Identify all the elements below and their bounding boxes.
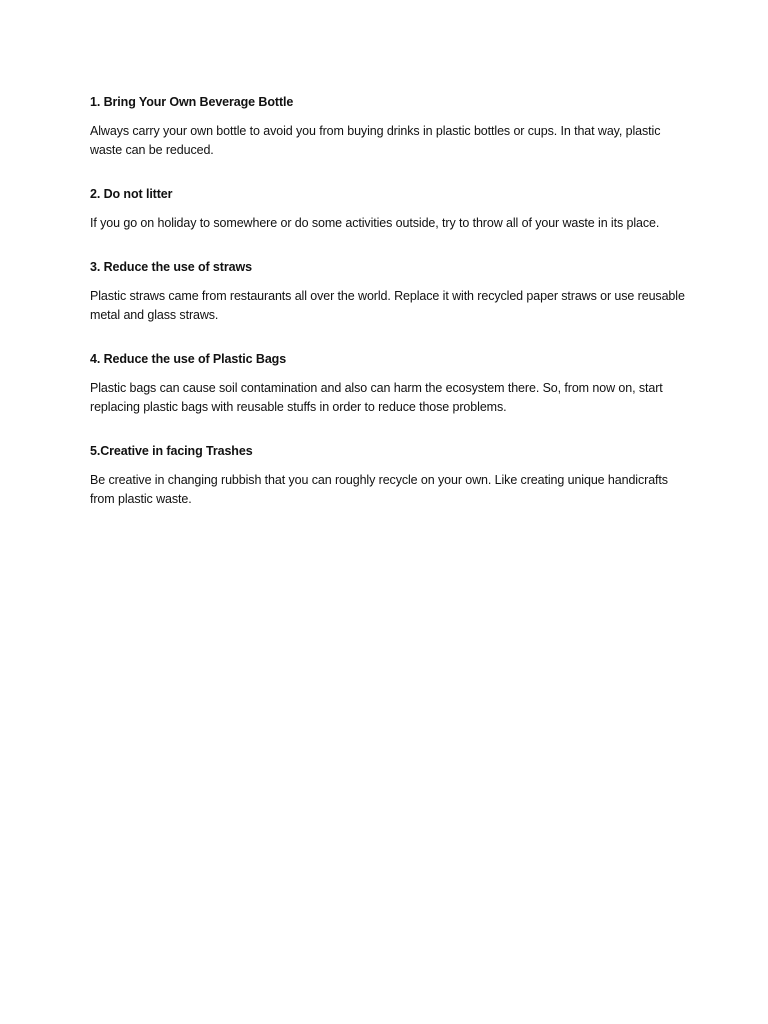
- tip-body: Always carry your own bottle to avoid you from buying drinks in plastic bottles or cups. In that way, plastic waste can be reduced.: [90, 124, 661, 157]
- tip-section-1: [90, 94, 690, 160]
- tip-section-2: [90, 186, 690, 233]
- tip-body: Plastic straws came from restaurants all over the world. Replace it with recycled paper straws or use reusable metal and glass straws.: [90, 289, 685, 322]
- tip-body: Plastic bags can cause soil contamination and also can harm the ecosystem there. So, from now on, start replacing plastic bags with reusable stuffs in order to reduce those problems.: [90, 381, 663, 414]
- tip-heading: 2. Do not litter: [90, 187, 173, 201]
- tip-section-4: [90, 351, 690, 417]
- tip-heading: 4. Reduce the use of Plastic Bags: [90, 352, 287, 366]
- document-content: [90, 94, 690, 509]
- tip-section-3: [90, 259, 690, 325]
- tip-heading: 5.Creative in facing Trashes: [90, 444, 253, 458]
- tip-body: If you go on holiday to somewhere or do some activities outside, try to throw all of your waste in its place.: [90, 216, 660, 230]
- tip-section-5: [90, 443, 690, 509]
- tip-heading: 1. Bring Your Own Beverage Bottle: [90, 95, 294, 109]
- tip-body: Be creative in changing rubbish that you can roughly recycle on your own. Like creating unique handicrafts from plastic waste.: [90, 473, 668, 506]
- tip-heading: 3. Reduce the use of straws: [90, 260, 252, 274]
